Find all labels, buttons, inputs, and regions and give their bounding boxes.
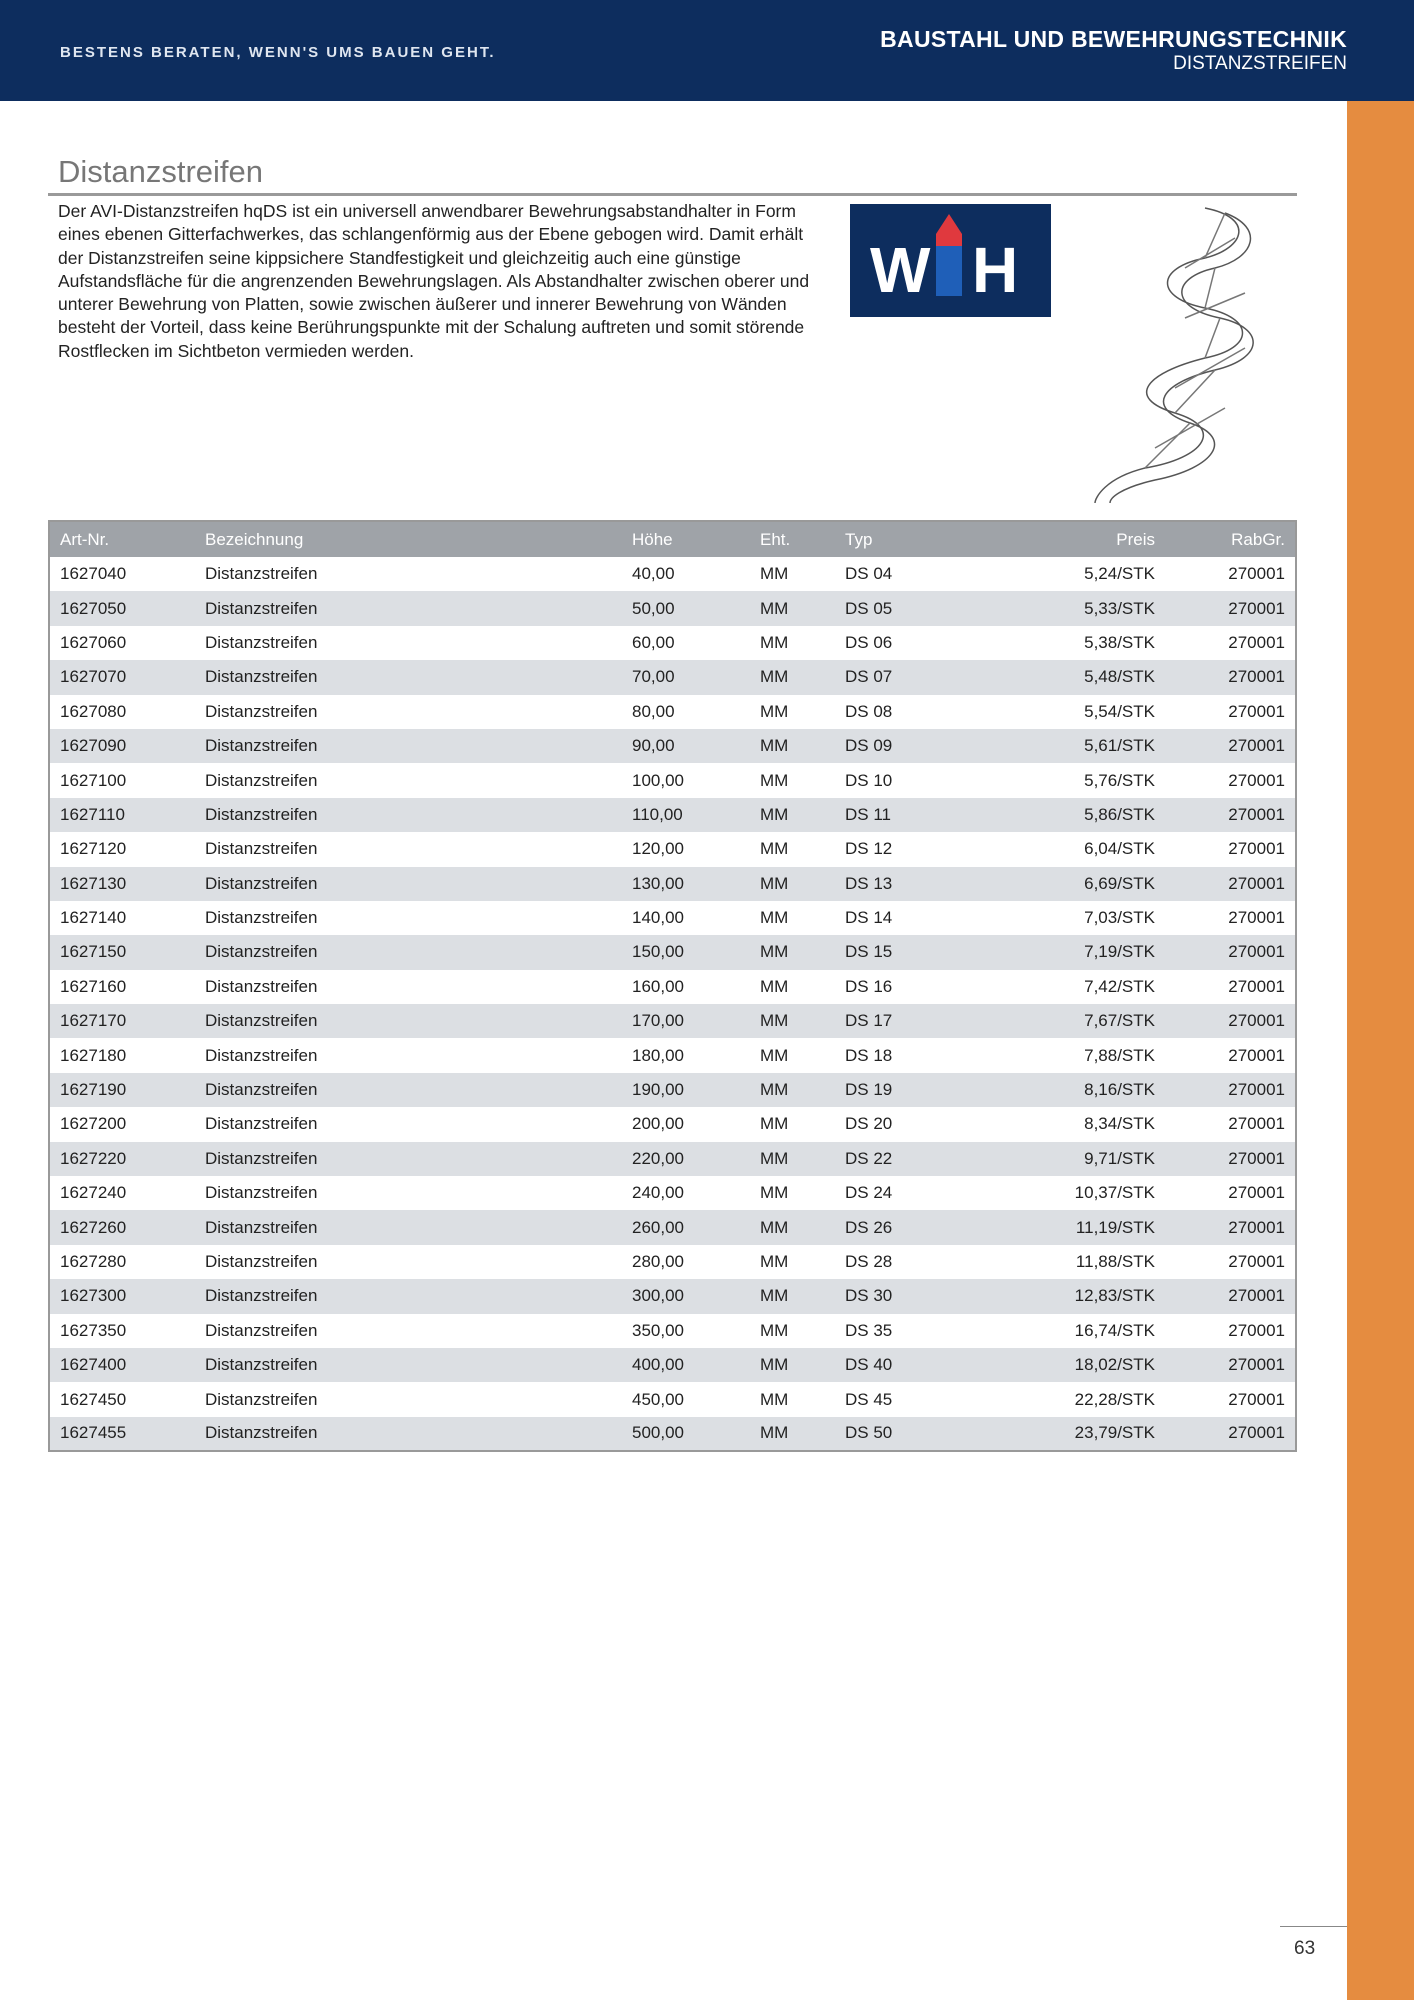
cell-rabgr: 270001 (1228, 632, 1285, 652)
cell-preis: 22,28/STK (1074, 1389, 1155, 1409)
table-row (49, 660, 1296, 694)
cell-typ: DS 17 (835, 1004, 985, 1038)
cell-eht: MM (750, 1210, 835, 1244)
cell-art-nr: 1627350 (60, 1320, 127, 1340)
cell-typ: DS 24 (845, 1183, 893, 1203)
col-preis: Preis (985, 521, 1165, 557)
cell-eht: MM (760, 1114, 789, 1134)
cell-rabgr: 270001 (1165, 729, 1296, 763)
col-hoehe: Höhe (622, 521, 750, 557)
cell-hoehe: 80,00 (632, 701, 675, 721)
cell-hoehe: 280,00 (632, 1252, 684, 1271)
cell-typ: DS 28 (845, 1252, 893, 1271)
cell-bezeichnung: Distanzstreifen (195, 798, 622, 832)
cell-typ: DS 35 (845, 1320, 893, 1340)
cell-bezeichnung: Distanzstreifen (195, 729, 622, 763)
cell-hoehe: 450,00 (632, 1389, 684, 1409)
cell-eht: MM (750, 1417, 835, 1451)
page-number-rule (1280, 1926, 1347, 1927)
product-table (48, 520, 1297, 1452)
col-art-nr: Art-Nr. (49, 521, 195, 557)
cell-preis: 18,02/STK (985, 1348, 1165, 1382)
wh-logo (850, 204, 1051, 317)
table-row (49, 832, 1296, 866)
cell-hoehe: 130,00 (622, 867, 750, 901)
cell-bezeichnung: Distanzstreifen (195, 1073, 622, 1107)
title-divider (48, 193, 1297, 196)
cell-rabgr: 270001 (1228, 908, 1285, 928)
cell-typ: DS 06 (845, 632, 893, 652)
cell-art-nr: 1627280 (60, 1252, 127, 1271)
cell-preis: 5,54/STK (1084, 701, 1155, 721)
cell-rabgr: 270001 (1228, 1252, 1285, 1271)
cell-preis: 5,48/STK (985, 660, 1165, 694)
cell-hoehe: 110,00 (622, 798, 750, 832)
cell-eht: MM (750, 1279, 835, 1313)
cell-typ: DS 12 (845, 839, 893, 859)
table-row (49, 901, 1296, 935)
cell-typ: DS 13 (835, 867, 985, 901)
table-row (49, 867, 1296, 901)
cell-eht: MM (750, 1004, 835, 1038)
cell-art-nr: 1627110 (49, 798, 195, 832)
cell-hoehe: 90,00 (622, 729, 750, 763)
table-header-row (49, 521, 1296, 557)
table-row (49, 729, 1296, 763)
table-row (49, 695, 1296, 729)
cell-art-nr: 1627040 (60, 564, 127, 584)
cell-art-nr: 1627200 (60, 1114, 127, 1134)
col-eht: Eht. (750, 521, 835, 557)
cell-typ: DS 11 (835, 798, 985, 832)
cell-rabgr: 270001 (1165, 1210, 1296, 1244)
cell-eht: MM (760, 1320, 789, 1340)
cell-rabgr: 270001 (1165, 1142, 1296, 1176)
section-title: Distanzstreifen (58, 154, 264, 189)
cell-art-nr: 1627060 (60, 632, 127, 652)
cell-preis: 5,24/STK (1084, 564, 1155, 584)
cell-bezeichnung: Distanzstreifen (195, 1348, 622, 1382)
cell-preis: 5,38/STK (1084, 632, 1155, 652)
cell-art-nr: 1627140 (60, 908, 127, 928)
svg-text:H: H (972, 234, 1019, 306)
cell-preis: 6,69/STK (985, 867, 1165, 901)
cell-art-nr: 1627450 (60, 1389, 127, 1409)
cell-eht: MM (760, 564, 789, 584)
cell-preis: 7,88/STK (1084, 1045, 1155, 1065)
cell-rabgr: 270001 (1228, 770, 1285, 790)
cell-art-nr: 1627120 (60, 839, 127, 859)
cell-hoehe: 70,00 (622, 660, 750, 694)
cell-art-nr: 1627150 (49, 935, 195, 969)
table-row (49, 1279, 1296, 1313)
cell-bezeichnung: Distanzstreifen (205, 770, 318, 790)
cell-preis: 8,16/STK (985, 1073, 1165, 1107)
cell-eht: MM (760, 632, 789, 652)
cell-art-nr: 1627170 (49, 1004, 195, 1038)
cell-bezeichnung: Distanzstreifen (195, 867, 622, 901)
table-row (49, 557, 1296, 591)
cell-eht: MM (760, 1389, 789, 1409)
cell-bezeichnung: Distanzstreifen (205, 1183, 318, 1203)
table-row (49, 763, 1296, 797)
cell-typ: DS 26 (835, 1210, 985, 1244)
cell-typ: DS 10 (845, 770, 893, 790)
cell-preis: 5,61/STK (985, 729, 1165, 763)
cell-typ: DS 30 (835, 1279, 985, 1313)
cell-typ: DS 16 (845, 976, 893, 996)
cell-bezeichnung: Distanzstreifen (205, 1045, 318, 1065)
cell-typ: DS 18 (845, 1045, 893, 1065)
cell-bezeichnung: Distanzstreifen (205, 1320, 318, 1340)
cell-preis: 12,83/STK (985, 1279, 1165, 1313)
cell-bezeichnung: Distanzstreifen (195, 1142, 622, 1176)
cell-preis: 5,86/STK (985, 798, 1165, 832)
header-subtitle: DISTANZSTREIFEN (1173, 53, 1347, 74)
cell-preis: 23,79/STK (985, 1417, 1165, 1451)
cell-rabgr: 270001 (1165, 1004, 1296, 1038)
cell-hoehe: 60,00 (632, 632, 675, 652)
cell-preis: 7,42/STK (1084, 976, 1155, 996)
cell-preis: 11,88/STK (1075, 1252, 1155, 1271)
cell-eht: MM (750, 1348, 835, 1382)
cell-hoehe: 100,00 (632, 770, 684, 790)
cell-rabgr: 270001 (1228, 1320, 1285, 1340)
cell-typ: DS 09 (835, 729, 985, 763)
cell-bezeichnung: Distanzstreifen (195, 1417, 622, 1451)
cell-typ: DS 40 (835, 1348, 985, 1382)
section-description: Der AVI-Distanzstreifen hqDS ist ein universell anwendbarer Bewehrungsabstandhalter in Form eines ebenen Gitterfachwerkes, das schlangenförmig aus der Ebene gebogen wird. Damit erhält der Distanzstreifen seine kippsichere Standfestigkeit und gleichzeitig auch eine günstige Aufstandsfläche für die angrenzenden Bewehrungslagen. Als Abstandhalter zwischen oberer und unterer Bewehrung von Platten, sowie zwischen äußerer und innerer Bewehrung von Wänden besteht der Vorteil, dass keine Berührungspunkte mit der Schalung auftreten und somit störende Rostflecken im Sichtbeton vermieden werden. (58, 201, 810, 361)
page-number: 63 (1294, 1938, 1316, 1959)
cell-eht: MM (760, 908, 789, 928)
cell-rabgr: 270001 (1228, 1045, 1285, 1065)
table-row (49, 1382, 1296, 1416)
cell-typ: DS 50 (835, 1417, 985, 1451)
cell-rabgr: 270001 (1165, 867, 1296, 901)
cell-typ: DS 15 (835, 935, 985, 969)
table-row (49, 1348, 1296, 1382)
cell-rabgr: 270001 (1165, 798, 1296, 832)
cell-eht: MM (750, 591, 835, 625)
cell-bezeichnung: Distanzstreifen (195, 935, 622, 969)
cell-hoehe: 150,00 (622, 935, 750, 969)
cell-rabgr: 270001 (1165, 1417, 1296, 1451)
cell-eht: MM (760, 770, 789, 790)
cell-preis: 5,76/STK (1084, 770, 1155, 790)
cell-rabgr: 270001 (1228, 701, 1285, 721)
cell-art-nr: 1627220 (49, 1142, 195, 1176)
cell-hoehe: 200,00 (632, 1114, 684, 1134)
cell-hoehe: 240,00 (632, 1183, 684, 1203)
cell-art-nr: 1627190 (49, 1073, 195, 1107)
cell-preis: 9,71/STK (985, 1142, 1165, 1176)
cell-typ: DS 22 (835, 1142, 985, 1176)
cell-hoehe: 160,00 (632, 976, 684, 996)
cell-art-nr: 1627050 (49, 591, 195, 625)
table-row (49, 1073, 1296, 1107)
table-row (49, 970, 1296, 1004)
cell-hoehe: 50,00 (622, 591, 750, 625)
cell-eht: MM (760, 839, 789, 859)
cell-eht: MM (760, 1252, 789, 1271)
cell-bezeichnung: Distanzstreifen (195, 660, 622, 694)
cell-bezeichnung: Distanzstreifen (195, 1210, 622, 1244)
cell-bezeichnung: Distanzstreifen (205, 839, 318, 859)
cell-preis: 7,03/STK (1084, 908, 1155, 928)
table-row (49, 1314, 1296, 1348)
cell-eht: MM (760, 976, 789, 996)
cell-typ: DS 07 (835, 660, 985, 694)
cell-bezeichnung: Distanzstreifen (195, 1279, 622, 1313)
side-accent-bar (1347, 101, 1414, 2000)
cell-typ: DS 19 (835, 1073, 985, 1107)
cell-rabgr: 270001 (1228, 1114, 1285, 1134)
cell-eht: MM (760, 1183, 789, 1203)
cell-hoehe: 220,00 (622, 1142, 750, 1176)
slogan: BESTENS BERATEN, WENN'S UMS BAUEN GEHT. (60, 44, 496, 61)
col-typ: Typ (835, 521, 985, 557)
table-row (49, 1176, 1296, 1210)
cell-eht: MM (750, 867, 835, 901)
cell-bezeichnung: Distanzstreifen (205, 976, 318, 996)
cell-eht: MM (760, 1045, 789, 1065)
cell-typ: DS 04 (845, 564, 893, 584)
cell-eht: MM (750, 660, 835, 694)
cell-hoehe: 500,00 (622, 1417, 750, 1451)
cell-eht: MM (750, 1073, 835, 1107)
cell-hoehe: 140,00 (632, 908, 684, 928)
cell-hoehe: 350,00 (632, 1320, 684, 1340)
cell-typ: DS 14 (845, 908, 893, 928)
product-image (1085, 198, 1265, 508)
cell-bezeichnung: Distanzstreifen (205, 1389, 318, 1409)
cell-art-nr: 1627100 (60, 770, 127, 790)
cell-eht: MM (750, 729, 835, 763)
cell-eht: MM (750, 1142, 835, 1176)
col-bezeichnung: Bezeichnung (195, 521, 622, 557)
cell-bezeichnung: Distanzstreifen (195, 591, 622, 625)
cell-art-nr: 1627260 (49, 1210, 195, 1244)
table-row (49, 1038, 1296, 1072)
cell-hoehe: 260,00 (622, 1210, 750, 1244)
cell-preis: 7,19/STK (985, 935, 1165, 969)
cell-bezeichnung: Distanzstreifen (205, 701, 318, 721)
table-row (49, 1417, 1296, 1451)
cell-typ: DS 20 (845, 1114, 893, 1134)
cell-preis: 8,34/STK (1084, 1114, 1155, 1134)
cell-bezeichnung: Distanzstreifen (205, 564, 318, 584)
cell-bezeichnung: Distanzstreifen (205, 908, 318, 928)
table-row (49, 798, 1296, 832)
cell-art-nr: 1627455 (49, 1417, 195, 1451)
cell-art-nr: 1627240 (60, 1183, 127, 1203)
col-rabgr: RabGr. (1165, 521, 1296, 557)
cell-art-nr: 1627400 (49, 1348, 195, 1382)
cell-preis: 6,04/STK (1084, 839, 1155, 859)
cell-hoehe: 300,00 (622, 1279, 750, 1313)
cell-rabgr: 270001 (1165, 660, 1296, 694)
cell-preis: 7,67/STK (985, 1004, 1165, 1038)
table-row (49, 1107, 1296, 1141)
cell-hoehe: 40,00 (632, 564, 675, 584)
cell-hoehe: 180,00 (632, 1045, 684, 1065)
cell-hoehe: 120,00 (632, 839, 684, 859)
table-row (49, 591, 1296, 625)
cell-rabgr: 270001 (1228, 976, 1285, 996)
cell-hoehe: 190,00 (622, 1073, 750, 1107)
cell-rabgr: 270001 (1228, 564, 1285, 584)
table-row (49, 935, 1296, 969)
cell-art-nr: 1627070 (49, 660, 195, 694)
cell-preis: 10,37/STK (1074, 1183, 1155, 1203)
cell-art-nr: 1627180 (60, 1045, 127, 1065)
cell-bezeichnung: Distanzstreifen (205, 632, 318, 652)
table-row (49, 1245, 1296, 1279)
cell-art-nr: 1627080 (60, 701, 127, 721)
cell-preis: 16,74/STK (1074, 1320, 1155, 1340)
cell-art-nr: 1627160 (60, 976, 127, 996)
cell-art-nr: 1627300 (49, 1279, 195, 1313)
cell-bezeichnung: Distanzstreifen (205, 1252, 318, 1271)
cell-rabgr: 270001 (1228, 1389, 1285, 1409)
cell-eht: MM (750, 798, 835, 832)
cell-rabgr: 270001 (1165, 591, 1296, 625)
cell-preis: 5,33/STK (985, 591, 1165, 625)
table-row (49, 1004, 1296, 1038)
cell-typ: DS 05 (835, 591, 985, 625)
cell-rabgr: 270001 (1165, 1279, 1296, 1313)
table-row (49, 626, 1296, 660)
cell-rabgr: 270001 (1228, 839, 1285, 859)
cell-bezeichnung: Distanzstreifen (205, 1114, 318, 1134)
cell-art-nr: 1627130 (49, 867, 195, 901)
cell-typ: DS 08 (845, 701, 893, 721)
cell-hoehe: 400,00 (622, 1348, 750, 1382)
table-row (49, 1142, 1296, 1176)
cell-rabgr: 270001 (1165, 935, 1296, 969)
cell-art-nr: 1627090 (49, 729, 195, 763)
cell-rabgr: 270001 (1165, 1073, 1296, 1107)
cell-hoehe: 170,00 (622, 1004, 750, 1038)
header-title: BAUSTAHL UND BEWEHRUNGSTECHNIK (880, 26, 1347, 52)
cell-rabgr: 270001 (1165, 1348, 1296, 1382)
page-header (0, 0, 1414, 101)
cell-bezeichnung: Distanzstreifen (195, 1004, 622, 1038)
svg-text:W: W (870, 234, 931, 306)
cell-eht: MM (760, 701, 789, 721)
table-row (49, 1210, 1296, 1244)
cell-typ: DS 45 (845, 1389, 893, 1409)
cell-preis: 11,19/STK (985, 1210, 1165, 1244)
cell-rabgr: 270001 (1228, 1183, 1285, 1203)
cell-eht: MM (750, 935, 835, 969)
